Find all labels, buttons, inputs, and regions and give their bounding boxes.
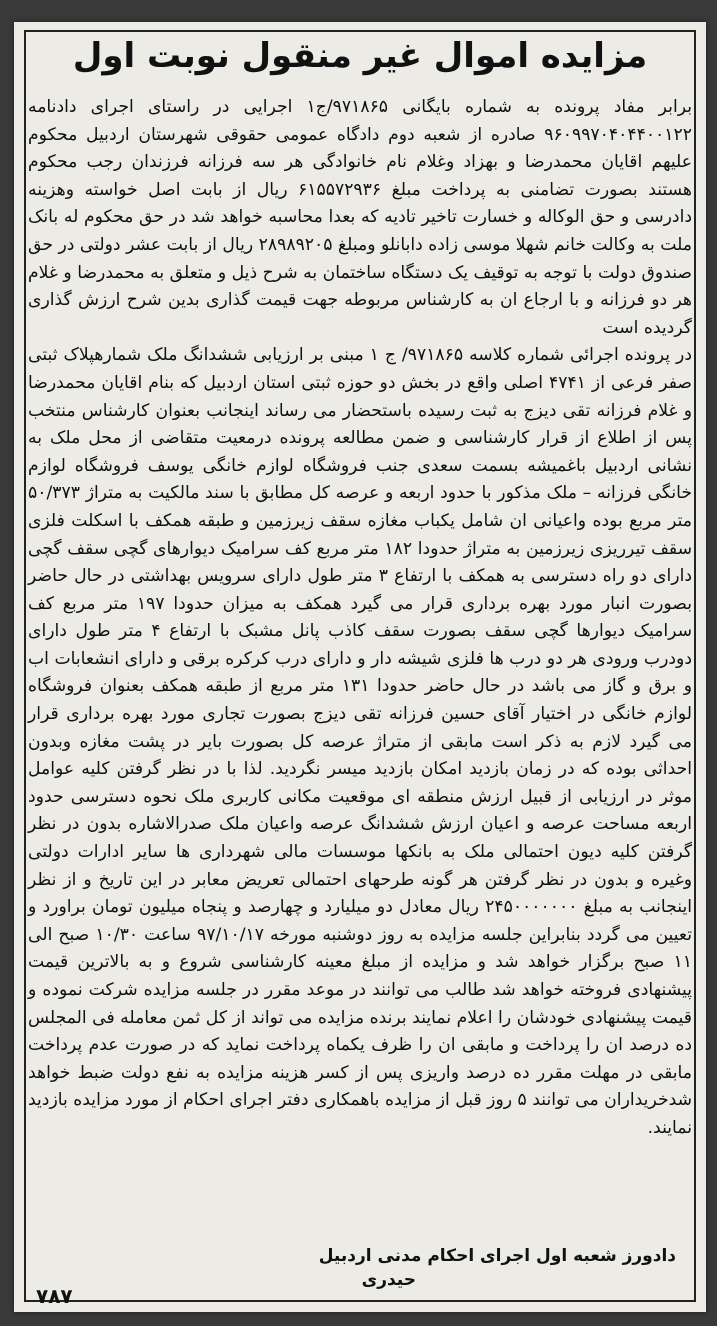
notice-body xyxy=(28,94,692,1143)
signature-name: حیدری xyxy=(361,1270,416,1290)
notice-paragraph-2: در پرونده اجرائی شماره کلاسه ۹۷۱۸۶۵/ ج ۱ مبنی بر ارزیابی ششدانگ ملک شمارهپلاک ثبتی صفر فرعی از ۴۷۴۱ اصلی واقع در بخش دو حوزه ثبتی استان اردبیل که بنام اقایان محمدرضا و غلام فرزانه تقی دیزج به ثبت رسیده باستحضار می رساند اینجانب بعنوان کارشناس منتخب پس از اطلاع از قرار کارشناسی و ضمن مطالعه پرونده درمعیت متقاضی از محل ملک به نشانی اردبیل باغمیشه بسمت سعدی جنب فروشگاه لوازم خانگی یوسف فروشگاه لوازم خانگی فرزانه – ملک مذکور با حدود اربعه و عرصه کل مطابق با سند مالکیت به متراژ ۵۰/۳۷۳ متر مربع بوده واعیانی ان شامل یکباب مغازه سقف زیرزمین و طبقه همکف با اسکلت فلزی سقف تیرریزی زیرزمین به متراژ حدودا ۱۸۲ متر مربع کف سرامیک دیوارهای گچی سقف گچی دارای دو راه دسترسی به همکف با ارتفاع ۳ متر طول دارای سرویس بهداشتی در حال حاضر بصورت انبار مورد بهره برداری قرار می گیرد همکف به میزان حدودا ۱۹۷ متر مربع کف سرامیک دیوارها گچی سقف بصورت سقف کاذب پانل مشبک با ارتفاع ۴ متر طول دارای دودرب ورودی هر دو درب ها فلزی شیشه دار و دارای درب کرکره برقی و دارای انشعابات اب و برق و گاز می باشد در حال حاضر حدودا ۱۳۱ متر مربع از طبقه همکف بعنوان فروشگاه لوازم خانگی در اختیار آقای حسین فرزانه تقی دیزج بصورت تجاری مورد بهره برداری قرار می گیرد لازم به ذکر است مابقی از متراژ عرصه کل بصورت بایر در پشت مغازه وبدون احداثی بوده که در زمان بازدید امکان بازدید میسر نگردید. لذا با در نظر گرفتن کلیه عوامل موثر در ارزیابی از قبیل ارزش منطقه ای موقعیت مکانی کاربری ملک نحوه دسترسی حدود اربعه مساحت عرصه و اعیان ارزش ششدانگ عرصه واعیان ملک صدرالاشاره بدون در نظر گرفتن کلیه دیون احتمالی ملک به بانکها موسسات مالی شهرداری ها سایر ادارات دولتی وغیره و بدون در نظر گرفتن هر گونه طرحهای احتمالی تعریض معابر در این تاریخ و از نظر اینجانب به مبلغ ۲۴۵۰۰۰۰۰۰۰ ریال معادل دو میلیارد و چهارصد و پنجاه میلیون تومان براورد و تعیین می گردد بنابراین جلسه مزایده به روز دوشنبه مورخه ۹۷/۱۰/۱۷ ساعت ۱۰/۳۰ صبح الی ۱۱ صبح برگزار خواهد شد و مزایده از مبلغ معینه کارشناسی شروع و به بالاترین قیمت پیشنهادی فروخته خواهد شد طالب می توانند در موعد مقرر در جلسه مزایده شرکت نموده و قیمت پیشنهادی خودشان را اعلام نمایند برنده مزایده می تواند از کل ثمن معامله فی المجلس ده درصد ان را پرداخت و مابقی ان را ظرف یکماه پرداخت نماید که در صورت عدم پرداخت مابقی در مهلت مقرر ده درصد واریزی پس از کسر هزینه مزایده به نفع دولت ضبط خواهد شدخریداران می توانند ۵ روز قبل از مزایده باهمکاری دفتر اجرای احکام از مورد مزایده بازدید نمایند. xyxy=(28,345,692,1138)
ad-number: ۷۸۷ xyxy=(36,1284,73,1308)
notice-title: مزایده اموال غیر منقول نوبت اول xyxy=(72,36,648,76)
newspaper-clipping xyxy=(14,22,706,1312)
signature-block xyxy=(28,1244,676,1292)
signature-title: دادورز شعبه اول اجرای احکام مدنی اردبیل xyxy=(318,1246,676,1266)
notice-paragraph-1: برابر مفاد پرونده به شماره بایگانی ۹۷۱۸۶۵/ج۱ اجرایی در راستای اجرای دادنامه ۹۶۰۹۹۷۰۴۰۴۴۰۰۱۲۲ صادره از شعبه دوم دادگاه عمومی حقوقی شهرستان اردبیل محکوم علیهم اقایان محمدرضا و بهزاد وغلام نام خانوادگی هر سه فرزانه فرزندان رجب محکوم هستند بصورت تضامنی به پرداخت مبلغ ۶۱۵۵۷۲۹۳۶ ریال از بابت اصل خواسته وهزینه دادرسی و حق الوکاله و خسارت تاخیر تادیه که بعدا محاسبه خواهد شد در حق محکوم له بانک ملت به وکالت خانم شهلا موسی زاده دابانلو ومبلغ ۲۸۹۸۹۲۰۵ ریال از بابت عشر دولتی در حق صندوق دولت با توجه به توقیف یک دستگاه ساختمان به شرح ذیل و متعلق به محمدرضا و غلام هر دو فرزانه و با ارجاع ان به کارشناس مربوطه جهت قیمت گذاری بدین شرح ارزش گذاری گردیده است xyxy=(28,97,692,338)
